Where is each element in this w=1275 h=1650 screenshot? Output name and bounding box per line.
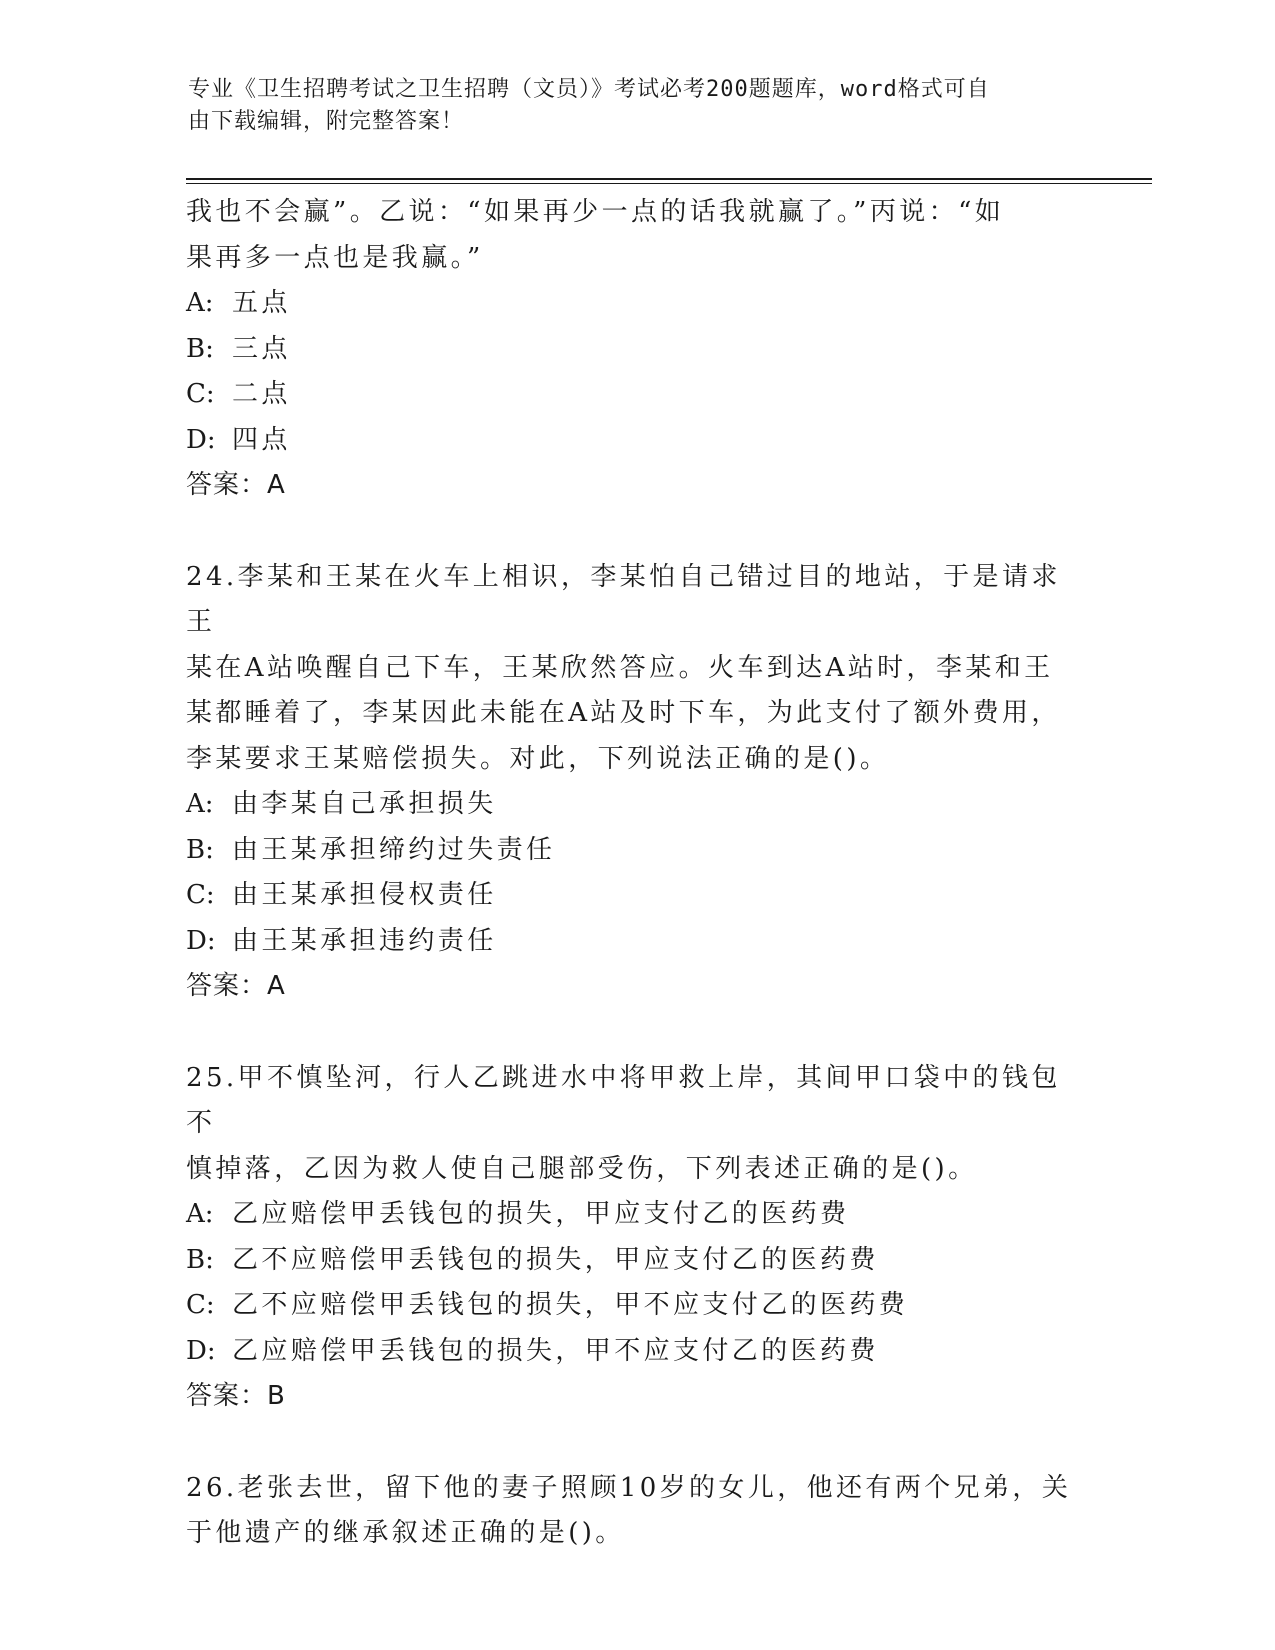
- header-divider-thick: [186, 178, 1152, 180]
- option-d: [186, 919, 1086, 965]
- answer-line: 答案：A: [186, 971, 286, 1001]
- option-letter: B:: [186, 834, 214, 865]
- option-letter: C:: [186, 880, 215, 910]
- header-line-2: 由下载编辑，附完整答案！: [188, 109, 465, 134]
- option-text: 乙不应赔偿甲丢钱包的损失，甲应支付乙的医药费: [232, 1244, 879, 1275]
- option-text: 五点: [232, 288, 291, 318]
- question-stem-line: 我也不会赢”。乙说：“如果再少一点的话我就赢了。”丙说：“如: [186, 197, 1005, 227]
- option-letter: C:: [186, 1290, 215, 1320]
- option-text: 乙应赔偿甲丢钱包的损失，甲应支付乙的医药费: [232, 1199, 850, 1229]
- question-stem-line: 24.李某和王某在火车上相识，李某怕自己错过目的地站，于是请求王: [186, 561, 1061, 637]
- option-b: [186, 1238, 1086, 1284]
- question-block: [186, 555, 1086, 1010]
- question-stem-line: 25.甲不慎坠河，行人乙跳进水中将甲救上岸，其间甲口袋中的钱包不: [186, 1062, 1061, 1138]
- option-text: 乙应赔偿甲丢钱包的损失，甲不应支付乙的医药费: [232, 1335, 879, 1366]
- document-body: [186, 190, 1086, 1557]
- option-letter: D:: [186, 925, 216, 956]
- option-c: [186, 1283, 1086, 1329]
- question-stem-line: 某在A站唤醒自己下车，王某欣然答应。火车到达A站时，李某和王: [186, 652, 1054, 683]
- option-a: [186, 281, 1086, 327]
- option-letter: B:: [186, 1244, 214, 1275]
- question-block: [186, 1466, 1086, 1557]
- answer-line: 答案：B: [186, 1381, 286, 1411]
- option-text: 二点: [232, 379, 291, 409]
- option-d: [186, 418, 1086, 464]
- option-a: [186, 782, 1086, 828]
- option-letter: D:: [186, 424, 216, 455]
- option-a: [186, 1192, 1086, 1238]
- option-text: 由王某承担缔约过失责任: [232, 834, 556, 865]
- option-text: 乙不应赔偿甲丢钱包的损失，甲不应支付乙的医药费: [232, 1290, 909, 1320]
- answer-line: 答案：A: [186, 470, 286, 500]
- option-letter: A:: [186, 1199, 214, 1229]
- option-d: [186, 1329, 1086, 1375]
- option-b: [186, 327, 1086, 373]
- option-text: 三点: [232, 333, 291, 364]
- option-text: 由王某承担违约责任: [232, 925, 497, 956]
- option-text: 由王某承担侵权责任: [232, 880, 497, 910]
- question-stem-line: 李某要求王某赔偿损失。对此，下列说法正确的是()。: [186, 743, 890, 774]
- option-letter: A:: [186, 288, 214, 318]
- option-text: 四点: [232, 424, 291, 455]
- question-stem-line: 慎掉落，乙因为救人使自己腿部受伤，下列表述正确的是()。: [186, 1153, 978, 1184]
- option-c: [186, 372, 1086, 418]
- option-letter: A:: [186, 789, 214, 819]
- question-block: [186, 1056, 1086, 1420]
- question-stem-line: 某都睡着了，李某因此未能在A站及时下车，为此支付了额外费用，: [186, 698, 1061, 728]
- header-divider-thin: [186, 183, 1152, 184]
- option-text: 由李某自己承担损失: [232, 789, 497, 819]
- option-letter: B:: [186, 333, 214, 364]
- question-block: [186, 190, 1086, 509]
- option-b: [186, 828, 1086, 874]
- header-line-1: 专业《卫生招聘考试之卫生招聘（文员）》考试必考200题题库，word格式可自: [188, 77, 990, 102]
- option-c: [186, 873, 1086, 919]
- option-letter: D:: [186, 1335, 216, 1366]
- question-stem-line: 26.老张去世，留下他的妻子照顾10岁的女儿，他还有两个兄弟，关: [186, 1472, 1072, 1503]
- question-stem-line: 于他遗产的继承叙述正确的是()。: [186, 1518, 625, 1548]
- option-letter: C:: [186, 379, 215, 409]
- document-header: [188, 74, 1088, 138]
- question-stem-line: 果再多一点也是我赢。”: [186, 242, 484, 273]
